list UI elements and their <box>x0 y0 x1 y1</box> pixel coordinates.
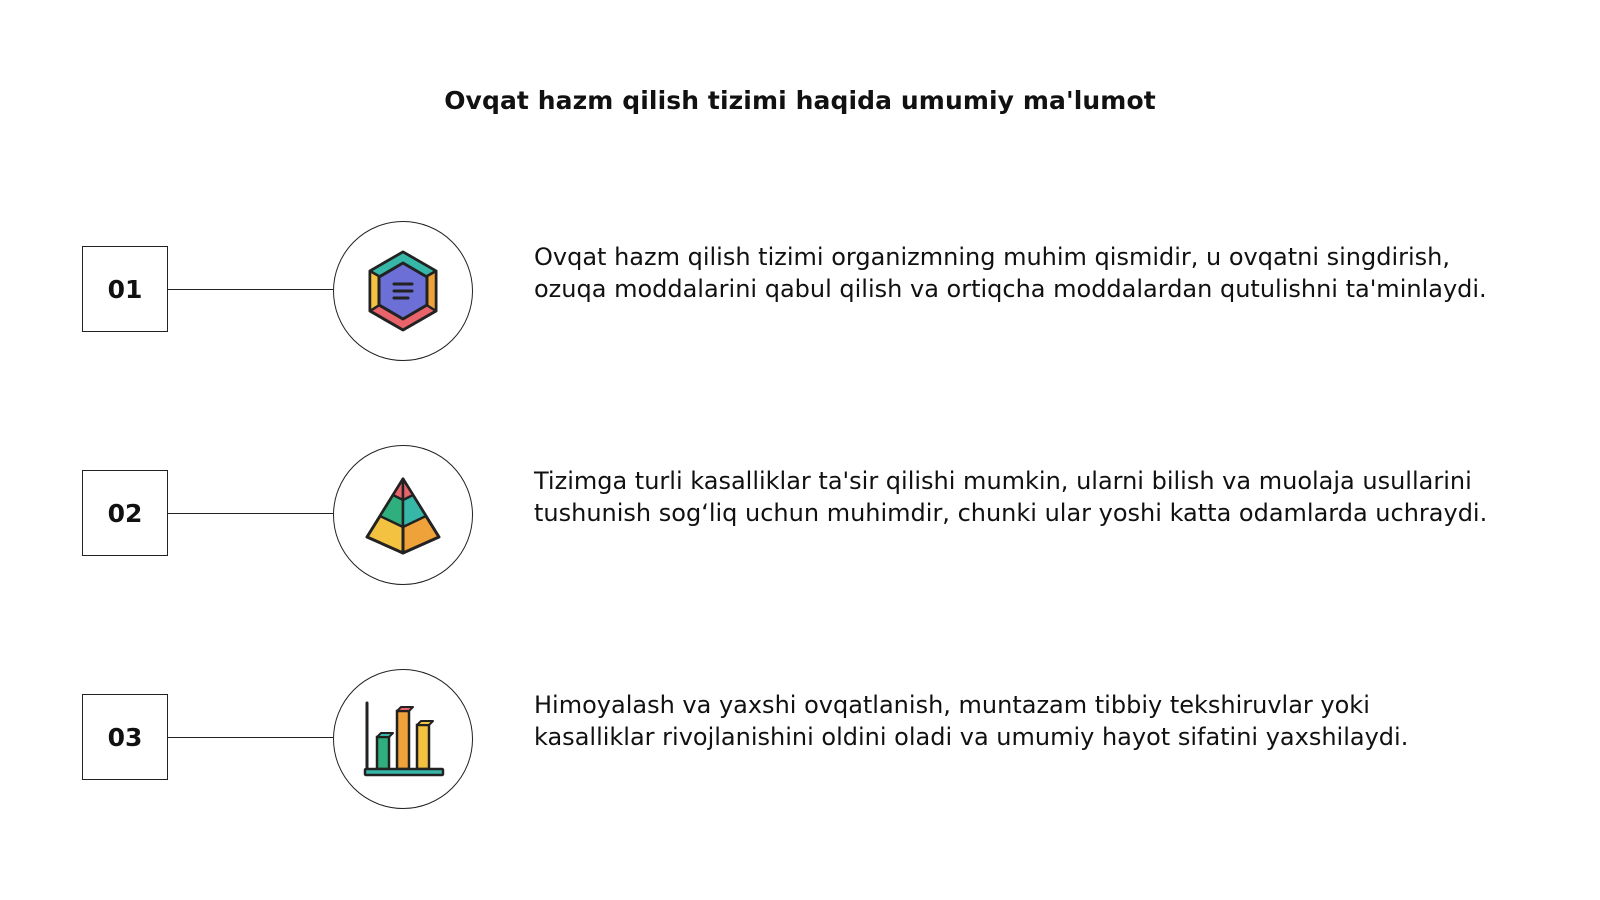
step-number-box: 03 <box>82 694 168 780</box>
connector-line <box>168 289 333 290</box>
page-title: Ovqat hazm qilish tizimi haqida umumiy ma'lumot <box>444 86 1156 115</box>
list-item <box>0 221 1600 361</box>
icon-circle <box>333 221 473 361</box>
icon-circle <box>333 445 473 585</box>
step-description: Tizimga turli kasalliklar ta'sir qilishi mumkin, ularni bilish va muolaja usullarini tushunish sog‘liq uchun muhimdir, chunki ular yoshi katta odamlarda uchraydi. <box>534 467 1488 527</box>
list-item <box>0 445 1600 585</box>
hexagon-icon <box>365 249 441 333</box>
list-item <box>0 669 1600 809</box>
connector-line <box>168 737 333 738</box>
icon-circle <box>333 669 473 809</box>
pyramid-icon <box>363 475 443 555</box>
step-description: Himoyalash va yaxshi ovqatlanish, muntazam tibbiy tekshiruvlar yoki kasalliklar rivojlanishini oldini oladi va umumiy hayot sifatini yaxshilaydi. <box>534 691 1409 751</box>
bar-chart-icon <box>361 699 445 779</box>
step-number-box: 02 <box>82 470 168 556</box>
step-number-box: 01 <box>82 246 168 332</box>
step-description: Ovqat hazm qilish tizimi organizmning muhim qismidir, u ovqatni singdirish, ozuqa moddalarini qabul qilish va ortiqcha moddalardan qutulishni ta'minlaydi. <box>534 243 1487 303</box>
connector-line <box>168 513 333 514</box>
